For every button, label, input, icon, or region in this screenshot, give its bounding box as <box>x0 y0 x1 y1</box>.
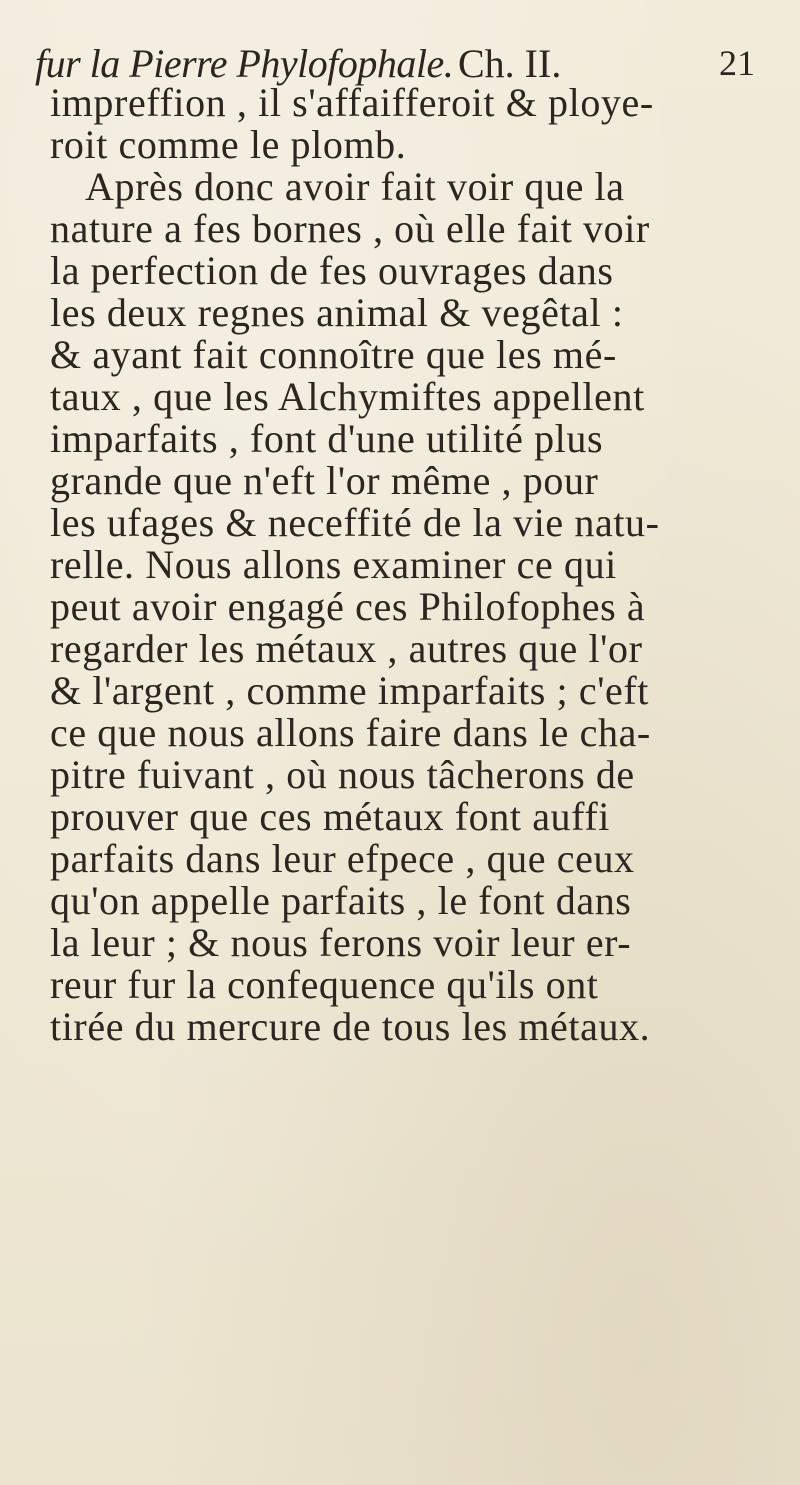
text-line: parfaits dans leur efpece , que ceux <box>50 836 635 881</box>
text-line: reur fur la confequence qu'ils ont <box>50 962 599 1007</box>
text-line: les ufages & neceffité de la vie natu- <box>50 500 660 545</box>
body-text <box>50 82 750 1048</box>
text-line: les deux regnes animal & vegêtal : <box>50 290 624 335</box>
text-line: taux , que les Alchymiftes appellent <box>50 374 645 419</box>
text-line: prouver que ces métaux font auffi <box>50 794 610 839</box>
text-line: pitre fuivant , où nous tâcherons de <box>50 752 635 797</box>
text-line: Après donc avoir fait voir que la <box>85 164 625 209</box>
running-title: fur la Pierre Phylofophale. <box>35 41 454 86</box>
text-line: la leur ; & nous ferons voir leur er- <box>50 920 632 965</box>
text-line: & l'argent , comme imparfaits ; c'eft <box>50 668 650 713</box>
text-line: & ayant fait connoître que les mé- <box>50 332 617 377</box>
text-line: roit comme le plomb. <box>50 122 407 167</box>
text-line: peut avoir engagé ces Philofophes à <box>50 584 646 629</box>
text-line: grande que n'eft l'or même , pour <box>50 458 599 503</box>
text-line: relle. Nous allons examiner ce qui <box>50 542 617 587</box>
text-line: qu'on appelle parfaits , le font dans <box>50 878 632 923</box>
chapter-label: Ch. II. <box>458 41 562 86</box>
text-line: la perfection de fes ouvrages dans <box>50 248 614 293</box>
text-line: imparfaits , font d'une utilité plus <box>50 416 604 461</box>
text-line: tirée du mercure de tous les métaux. <box>50 1004 651 1049</box>
page-number: 21 <box>719 43 755 83</box>
text-line: ce que nous allons faire dans le cha- <box>50 710 651 755</box>
text-line: nature a fes bornes , où elle fait voir <box>50 206 650 251</box>
text-line: regarder les métaux , autres que l'or <box>50 626 643 671</box>
text-line: impreffion , il s'affaifferoit & ploye- <box>50 80 654 125</box>
